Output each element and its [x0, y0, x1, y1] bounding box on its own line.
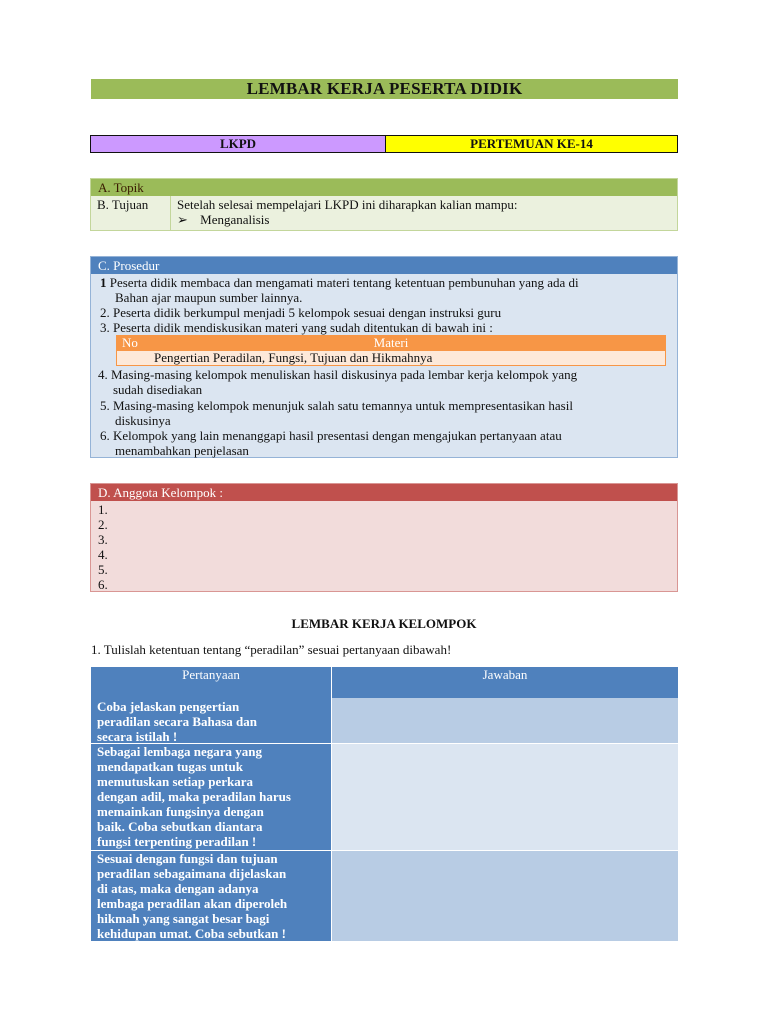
member-slot: 6. [98, 577, 108, 592]
question-cell [91, 744, 331, 851]
question-line: mendapatkan tugas untuk [97, 759, 243, 774]
question-line: secara istilah ! [97, 729, 178, 744]
lkk-instruction: 1. Tulislah ketentuan tentang “peradilan” sesuai pertanyaan dibawah! [91, 642, 452, 657]
prosedur-line [100, 305, 501, 320]
step-number: 5. [100, 398, 110, 413]
question-cell [91, 851, 331, 942]
step-number: 3. [100, 320, 110, 335]
prosedur-line [115, 443, 249, 458]
page-title: LEMBAR KERJA PESERTA DIDIK [91, 79, 678, 99]
jawaban-column-header: Jawaban [332, 667, 678, 698]
step-text: sudah disediakan [113, 382, 203, 397]
pertanyaan-column-header: Pertanyaan [91, 667, 331, 698]
step-text: Masing-masing kelompok menuliskan hasil diskusinya pada lembar kerja kelompok yang [107, 367, 578, 382]
tujuan-bullet-text: Menganalisis [200, 212, 270, 227]
question-line: fungsi terpenting peradilan ! [97, 834, 257, 849]
arrow-bullet-icon: ➢ [177, 212, 188, 227]
prosedur-line [100, 275, 579, 290]
question-line: dengan adil, maka peradilan harus [97, 789, 291, 804]
member-slot: 3. [98, 532, 108, 547]
prosedur-line [113, 382, 202, 397]
step-text: Kelompok yang lain menanggapi hasil presentasi dengan mengajukan pertanyaan atau [109, 428, 562, 443]
prosedur-line [98, 367, 577, 382]
prosedur-line [100, 320, 493, 335]
question-line: memutuskan setiap perkara [97, 774, 254, 789]
materi-table-header [116, 335, 666, 350]
question-line: baik. Coba sebutkan diantara [97, 819, 263, 834]
question-line: peradilan sebagaimana dijelaskan [97, 866, 287, 881]
question-line: Sesuai dengan fungsi dan tujuan [97, 851, 278, 866]
question-cell [91, 698, 331, 744]
member-slot: 1. [98, 502, 108, 517]
question-line: kehidupan umat. Coba sebutkan ! [97, 926, 286, 941]
step-number: 6. [100, 428, 110, 443]
tujuan-label: B. Tujuan [91, 196, 171, 231]
anggota-heading: D. Anggota Kelompok : [91, 484, 677, 501]
member-slot: 5. [98, 562, 108, 577]
answer-cell[interactable] [332, 851, 678, 942]
lkk-title: LEMBAR KERJA KELOMPOK [291, 616, 477, 631]
lkpd-label: LKPD [91, 136, 386, 152]
step-number: 1 [100, 275, 107, 290]
materi-column-header: Materi [373, 335, 409, 350]
prosedur-line [115, 413, 171, 428]
materi-table-row [116, 350, 666, 366]
step-text: Peserta didik mendiskusikan materi yang sudah ditentukan di bawah ini : [109, 320, 493, 335]
tujuan-bullet-item [177, 212, 269, 227]
step-number: 4. [98, 367, 108, 382]
question-line: peradilan secara Bahasa dan [97, 714, 257, 729]
question-line: lembaga peradilan akan diperoleh [97, 896, 288, 911]
prosedur-heading: C. Prosedur [91, 257, 677, 274]
topik-heading: A. Topik [91, 179, 677, 196]
answer-cell[interactable] [332, 698, 678, 744]
prosedur-line [100, 398, 573, 413]
prosedur-line [100, 428, 562, 443]
step-text: Masing-masing kelompok menunjuk salah satu temannya untuk mempresentasikan hasil [109, 398, 573, 413]
answer-cell[interactable] [332, 744, 678, 851]
step-text: Bahan ajar maupun sumber lainnya. [115, 290, 303, 305]
materi-table [116, 335, 666, 366]
step-number: 2. [100, 305, 110, 320]
lkpd-header-row [90, 135, 678, 153]
question-table [91, 667, 678, 942]
topik-section [90, 178, 678, 231]
step-text: Peserta didik membaca dan mengamati materi tentang ketentuan pembunuhan yang ada di [106, 275, 579, 290]
anggota-section [90, 483, 678, 592]
prosedur-line [115, 290, 302, 305]
question-line: memainkan fungsinya dengan [97, 804, 264, 819]
step-text: diskusinya [115, 413, 171, 428]
question-line: Coba jelaskan pengertian [97, 699, 240, 714]
tujuan-text: Setelah selesai mempelajari LKPD ini diharapkan kalian mampu: [177, 197, 518, 212]
step-text: menambahkan penjelasan [115, 443, 249, 458]
question-line: di atas, maka dengan adanya [97, 881, 259, 896]
member-slot: 4. [98, 547, 108, 562]
no-column-header: No [122, 335, 138, 350]
question-line: Sebagai lembaga negara yang [97, 744, 263, 759]
member-slot: 2. [98, 517, 108, 532]
question-line: hikmah yang sangat besar bagi [97, 911, 270, 926]
step-text: Peserta didik berkumpul menjadi 5 kelompok sesuai dengan instruksi guru [109, 305, 502, 320]
materi-cell: Pengertian Peradilan, Fungsi, Tujuan dan Hikmahnya [154, 350, 433, 365]
meeting-label: PERTEMUAN KE-14 [386, 136, 677, 152]
prosedur-section [90, 256, 678, 458]
